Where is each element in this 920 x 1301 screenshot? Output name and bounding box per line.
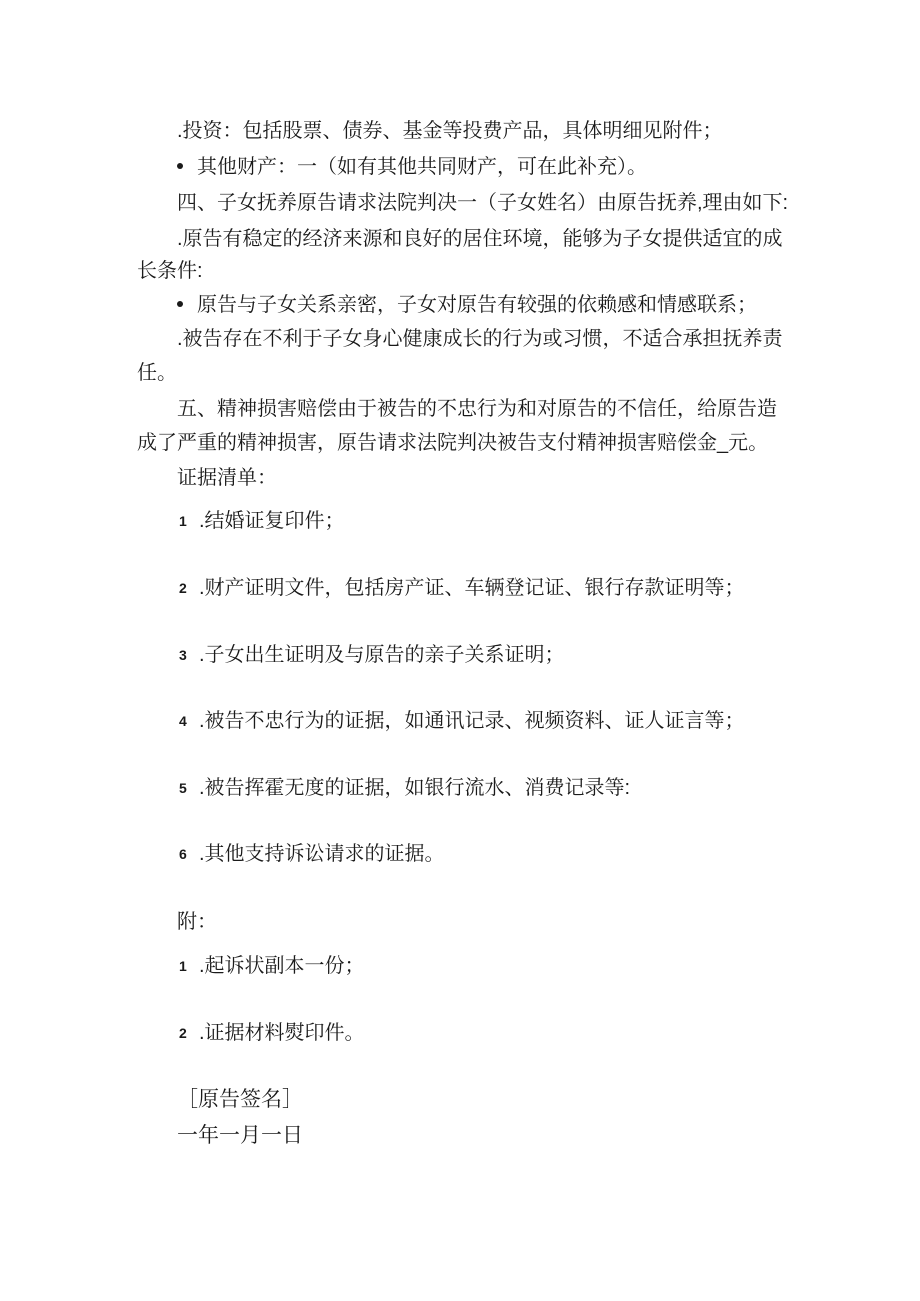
evidence-item-number: 3 (179, 647, 187, 663)
plaintiff-signature-label: ［原告签名］ (177, 1087, 303, 1111)
attachment-item-number: 2 (179, 1025, 187, 1041)
attachments-heading: 附： (177, 909, 217, 933)
evidence-item-number: 6 (179, 846, 187, 862)
paragraph-custody-reason1-line2: 长条件: (137, 260, 203, 282)
signature-date: 一年一月一日 (177, 1123, 303, 1147)
paragraph-damages-line2: 成了严重的精神损害，原告请求法院判决被告支付精神损害赔偿金_元。 (137, 432, 769, 454)
paragraph-damages-line1: 五、精神损害赔偿由于被告的不忠行为和对原告的不信任，给原告造 (177, 398, 777, 420)
evidence-item-text: .子女出生证明及与原告的亲子关系证明； (199, 644, 565, 666)
paragraph-custody-reason2 (177, 292, 757, 318)
evidence-item-number: 5 (179, 780, 187, 796)
evidence-item-number: 1 (179, 513, 187, 529)
other-property-text: 其他财产：一（如有其他共同财产，可在此补充）。 (197, 156, 647, 178)
evidence-item-text: .被告挥霍无度的证据，如银行流水、消费记录等: (199, 777, 631, 799)
attachment-item-text: .证据材料熨印件。 (199, 1022, 365, 1044)
evidence-item-text: .财产证明文件，包括房产证、车辆登记证、银行存款证明等； (199, 577, 745, 599)
evidence-heading: 证据清单： (177, 465, 277, 489)
evidence-item-text: .其他支持诉讼请求的证据。 (199, 843, 445, 865)
evidence-item-text: .结婚证复印件； (199, 510, 345, 532)
paragraph-investment: .投资：包括股票、债券、基金等投费产品，具体明细见附件； (177, 120, 723, 142)
paragraph-custody-reason1-line1: .原告有稳定的经济来源和良好的居住环境，能够为子女提供适宜的成 (177, 228, 783, 250)
evidence-item-number: 2 (179, 580, 187, 596)
paragraph-custody-reason3-line2: 任。 (137, 362, 177, 384)
evidence-item-number: 4 (179, 713, 187, 729)
attachment-item-text: .起诉状副本一份； (199, 955, 365, 977)
paragraph-other-property (177, 154, 647, 180)
paragraph-custody-heading: 四、子女抚养原告请求法院判决一（子女姓名）由原告抚养,理由如下: (177, 192, 789, 214)
bullet-icon (177, 163, 183, 169)
custody-reason2-text: 原告与子女关系亲密，子女对原告有较强的依赖感和情感联系； (197, 294, 757, 316)
attachment-item-number: 1 (179, 958, 187, 974)
evidence-item-text: .被告不忠行为的证据，如通讯记录、视频资料、证人证言等； (199, 710, 745, 732)
paragraph-custody-reason3-line1: .被告存在不利于子女身心健康成长的行为或习惯，不适合承担抚养责 (177, 328, 783, 350)
bullet-icon (177, 301, 183, 307)
